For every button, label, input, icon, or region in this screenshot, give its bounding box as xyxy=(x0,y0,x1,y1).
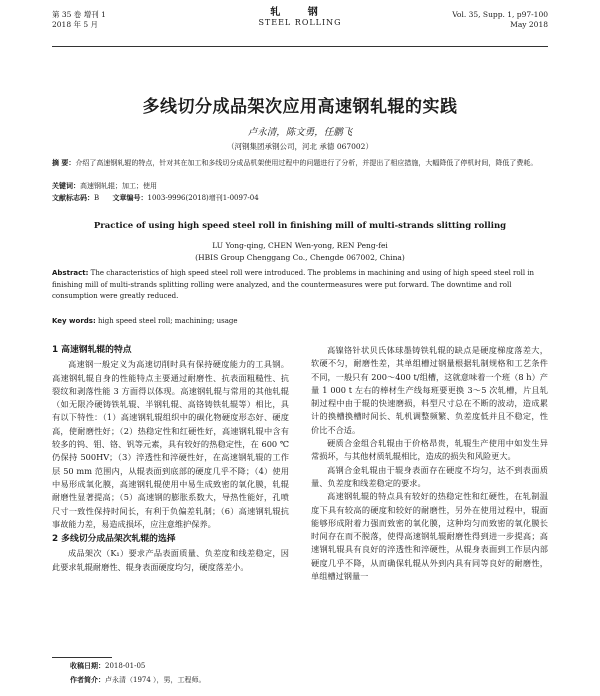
abstract-en-text: The characteristics of high speed steel roll were introduced. The problems in machining and using of high speed steel roll in finishing mill of multi-strands splitting rolling were analyzed, and the countermeasures were put forward. The downtime and roll consumption were greatly reduced. xyxy=(52,269,535,300)
keywords-cn-label: 关键词： xyxy=(52,182,80,190)
running-header xyxy=(52,8,548,48)
body-column-right xyxy=(311,344,548,583)
section-2-heading: 2 多线切分成品架次轧辊的选择 xyxy=(52,534,176,545)
keywords-en-text: high speed steel roll; machining; usage xyxy=(98,317,238,325)
header-date-cn: 2018 年 5 月 xyxy=(52,20,99,29)
header-right xyxy=(452,10,548,30)
authors-en: LU Yong-qing, CHEN Wen-yong, REN Peng-fei xyxy=(212,241,388,250)
journal-name-cn: 轧 钢 xyxy=(270,7,330,18)
right-paragraph-1: 高镍铬针状贝氏体球墨铸铁轧辊的缺点是硬度梯度落差大，软硬不匀，耐磨性差，其单组槽过钢量根据轧制规格和工艺条件不同，一般只有 200～400 t/组槽，这就意味着一个班（8 h）产量 1 000 t 左右的棒材生产线每班要更换 3～5 次轧槽，片且轧制过程中由于辊的快速磨损，料型尺寸总在不断的波动，造成累计的换槽换槽时间长、轧机调整频繁、负差度低并且不稳定，性价比不合适。 xyxy=(311,345,548,435)
right-paragraph-4: 高速钢轧辊的特点具有较好的热稳定性和红硬性，在轧制温度下具有较高的硬度和较好的耐磨性，另外在使用过程中，辊面能够形成附着力强而致密的氧化膜，这种均匀而致密的氧化膜长时间存在而不脱落，使得高速钢轧辊耐磨性得到进一步提高；高速钢轧辊具有良好的淬透性和淬硬性，从辊身表面到工作层内部硬度几乎不降，从而确保轧辊从外到内具有同等良好的耐磨性，单组槽过钢量一 xyxy=(311,491,548,582)
footnote-author xyxy=(70,675,206,685)
affiliation-en: (HBIS Group Chenggang Co., Chengde 067002, China) xyxy=(195,253,405,262)
section-1-paragraph: 高速钢一般定义为高速切削时具有保持硬度能力的工具钢。高速钢轧辊自身的性能特点主要通过耐磨性、抗表面粗糙性、抗裂纹和剥落性能 3 方面得以体现。高速钢轧辊与常用的其他轧辊（如无限冷硬铸铁轧辊、半钢轧辊、高铬铸铁轧辊等）相比，具有以下特性：（1）高速钢轧辊组织中的碳化物硬度形态好、硬度高，使耐磨性好；（2）热稳定性和红硬性好，高速钢轧辊中含有较多的钨、钼、铬、钒等元素，具有较好的热稳定性，在 600 ℃ 仍保持 500HV；（3）淬透性和淬硬性好，在高速钢轧辊的工作层 50 mm 范围内，从辊表面到底部的硬度几乎不降；（4）使用中易形成氧化膜，高速钢轧辊使用中易生成致密的氧化膜，轧辊耐磨性显著提高；（5）高速钢的膨胀系数大，导热性能好，孔喷尺寸一致性保持时间长，有利于负偏差轧制；（6）高速钢轧辊抗事故能力差，易造成损坏，应注意维护保养。 xyxy=(52,359,289,529)
clc-label: 文献标志码： xyxy=(52,194,94,202)
paper-title-en: Practice of using high speed steel roll in finishing mill of multi-strands slitting rolling xyxy=(93,221,507,231)
abstract-cn-label: 摘 要： xyxy=(52,159,76,167)
abstract-en xyxy=(52,268,548,303)
keywords-cn-text: 高速钢轧辊；加工；使用 xyxy=(80,182,157,190)
keywords-cn xyxy=(52,181,548,192)
section-2-paragraph: 成品架次（K₁）要求产品表面质量、负差度和线差稳定，因此要求轧辊耐磨性、辊身表面硬度均匀，硬度落差小。 xyxy=(52,548,289,572)
header-date-en: May 2018 xyxy=(510,20,548,29)
author-bio-label: 作者简介： xyxy=(70,675,105,684)
classification-line xyxy=(52,193,548,204)
keywords-en xyxy=(52,316,548,327)
abstract-en-label: Abstract: xyxy=(52,269,89,277)
right-paragraph-3: 高钢合金轧辊由于辊身表面存在硬度不均匀，达不到表面质量、负差度和线差稳定的要求。 xyxy=(311,464,548,488)
body-column-left xyxy=(52,344,289,574)
abstract-cn-text: 介绍了高速钢轧辊的特点，针对其在加工和多线切分成品机架使用过程中的问题进行了分析，并提出了相应措施，大幅降低了停机时间，降低了费耗。 xyxy=(75,159,538,167)
section-1-heading: 1 高速钢轧辊的特点 xyxy=(52,345,132,355)
keywords-en-label: Key words: xyxy=(52,317,96,325)
header-volume-en: Vol. 35, Supp. 1, p97-100 xyxy=(452,10,548,19)
received-value: 2018-01-05 xyxy=(105,662,146,670)
article-number-value: 1003-9996(2018)增刊1-0097-04 xyxy=(147,194,259,202)
footnote-received xyxy=(70,661,145,671)
right-paragraph-2: 硬质合金组合轧辊由于价格昂贵，轧辊生产使用中如发生异常损坏，与其他材质轧辊相比，造成的损失和风险更大。 xyxy=(311,438,548,462)
received-label: 收稿日期： xyxy=(70,661,105,670)
header-rule xyxy=(52,46,548,47)
footnote-rule xyxy=(52,657,112,658)
paper-title-cn: 多线切分成品架次应用高速钢轧辊的实践 xyxy=(142,97,458,117)
authors-cn: 卢永清，陈文勇，任鹏飞 xyxy=(247,127,353,138)
affiliation-cn: （河钢集团承钢公司，河北 承德 067002） xyxy=(227,142,373,151)
article-number-label: 文章编号： xyxy=(112,194,148,202)
clc-value: B xyxy=(94,194,100,202)
abstract-cn xyxy=(52,158,548,169)
author-bio-value: 卢永清（1974 ），男，工程师。 xyxy=(105,676,206,684)
header-volume-cn: 第 35 卷 增刊 1 xyxy=(52,10,106,19)
journal-name-en: STEEL ROLLING xyxy=(258,18,342,27)
